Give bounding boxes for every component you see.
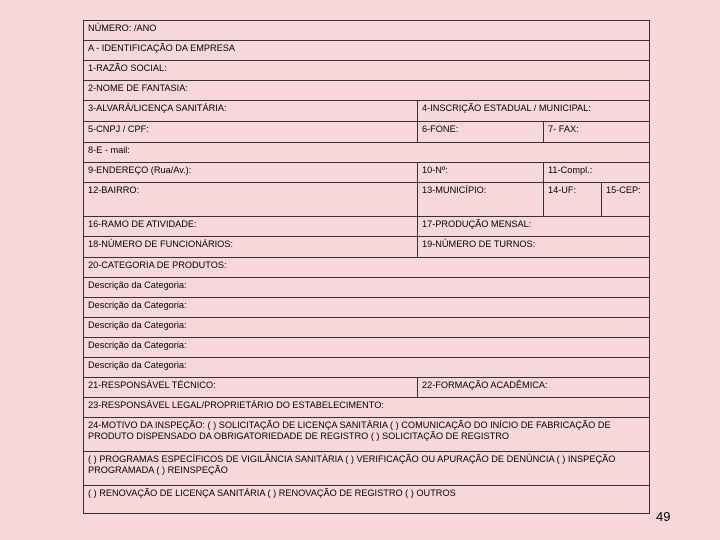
municipio-field: 13-MUNICÍPIO: <box>418 183 544 217</box>
descricao-categoria-4: Descrição da Categoria: <box>84 338 650 358</box>
uf-field: 14-UF: <box>544 183 602 217</box>
fax-field: 7- FAX: <box>544 122 650 143</box>
page-number: 49 <box>656 509 671 524</box>
cep-field: 15-CEP: <box>602 183 650 217</box>
responsavel-tecnico-field: 21-RESPONSÁVEL TÉCNICO: <box>84 378 418 398</box>
ramo-atividade-field: 16-RAMO DE ATIVIDADE: <box>84 217 418 237</box>
endereco-field: 9-ENDEREÇO (Rua/Av.): <box>84 163 418 183</box>
categoria-produtos-field: 20-CATEGORIA DE PRODUTOS: <box>84 258 650 278</box>
funcionarios-field: 18-NÚMERO DE FUNCIONÁRIOS: <box>84 237 418 258</box>
descricao-categoria-1: Descrição da Categoria: <box>84 278 650 298</box>
motivo-inspecao-field: 24-MOTIVO DA INSPEÇÃO: ( ) SOLICITAÇÃO DE LICENÇA SANITÁRIA ( ) COMUNICAÇÃO DO INÍCIO DE FABRICAÇÃO DE PRODUTO DISPENSADO DA OBRIGATORIEDADE DE REGISTRO ( ) SOLICITAÇÃO DE REGISTRO <box>84 418 650 452</box>
email-field: 8-E - mail: <box>84 143 650 163</box>
inscricao-field: 4-INSCRIÇÃO ESTADUAL / MUNICIPAL: <box>418 101 650 122</box>
bairro-field: 12-BAIRRO: <box>84 183 418 217</box>
alvara-field: 3-ALVARÁ/LICENÇA SANITÁRIA: <box>84 101 418 122</box>
descricao-categoria-5: Descrição da Categoria: <box>84 358 650 378</box>
complemento-field: 11-Compl.: <box>544 163 650 183</box>
descricao-categoria-3: Descrição da Categoria: <box>84 318 650 338</box>
inspection-form <box>83 20 650 514</box>
motivo-inspecao-options-3: ( ) RENOVAÇÃO DE LICENÇA SANITÁRIA ( ) RENOVAÇÃO DE REGISTRO ( ) OUTROS <box>84 486 650 514</box>
numero-endereco-field: 10-Nº: <box>418 163 544 183</box>
turnos-field: 19-NÚMERO DE TURNOS: <box>418 237 650 258</box>
razao-social-field: 1-RAZÃO SOCIAL: <box>84 61 650 81</box>
producao-mensal-field: 17-PRODUÇÃO MENSAL: <box>418 217 650 237</box>
descricao-categoria-2: Descrição da Categoria: <box>84 298 650 318</box>
nome-fantasia-field: 2-NOME DE FANTASIA: <box>84 81 650 101</box>
section-a-heading: A - IDENTIFICAÇÃO DA EMPRESA <box>84 41 650 61</box>
fone-field: 6-FONE: <box>418 122 544 143</box>
cnpj-field: 5-CNPJ / CPF: <box>84 122 418 143</box>
formacao-academica-field: 22-FORMAÇÃO ACADÊMICA: <box>418 378 650 398</box>
numero-field: NÚMERO: /ANO <box>84 21 650 41</box>
responsavel-legal-field: 23-RESPONSÁVEL LEGAL/PROPRIETÁRIO DO ESTABELECIMENTO: <box>84 398 650 418</box>
motivo-inspecao-options-2: ( ) PROGRAMAS ESPECÍFICOS DE VIGILÂNCIA SANITÁRIA ( ) VERIFICAÇÃO OU APURAÇÃO DE DENÚNCIA ( ) INSPEÇÃO PROGRAMADA ( ) REINSPEÇÃO <box>84 452 650 486</box>
